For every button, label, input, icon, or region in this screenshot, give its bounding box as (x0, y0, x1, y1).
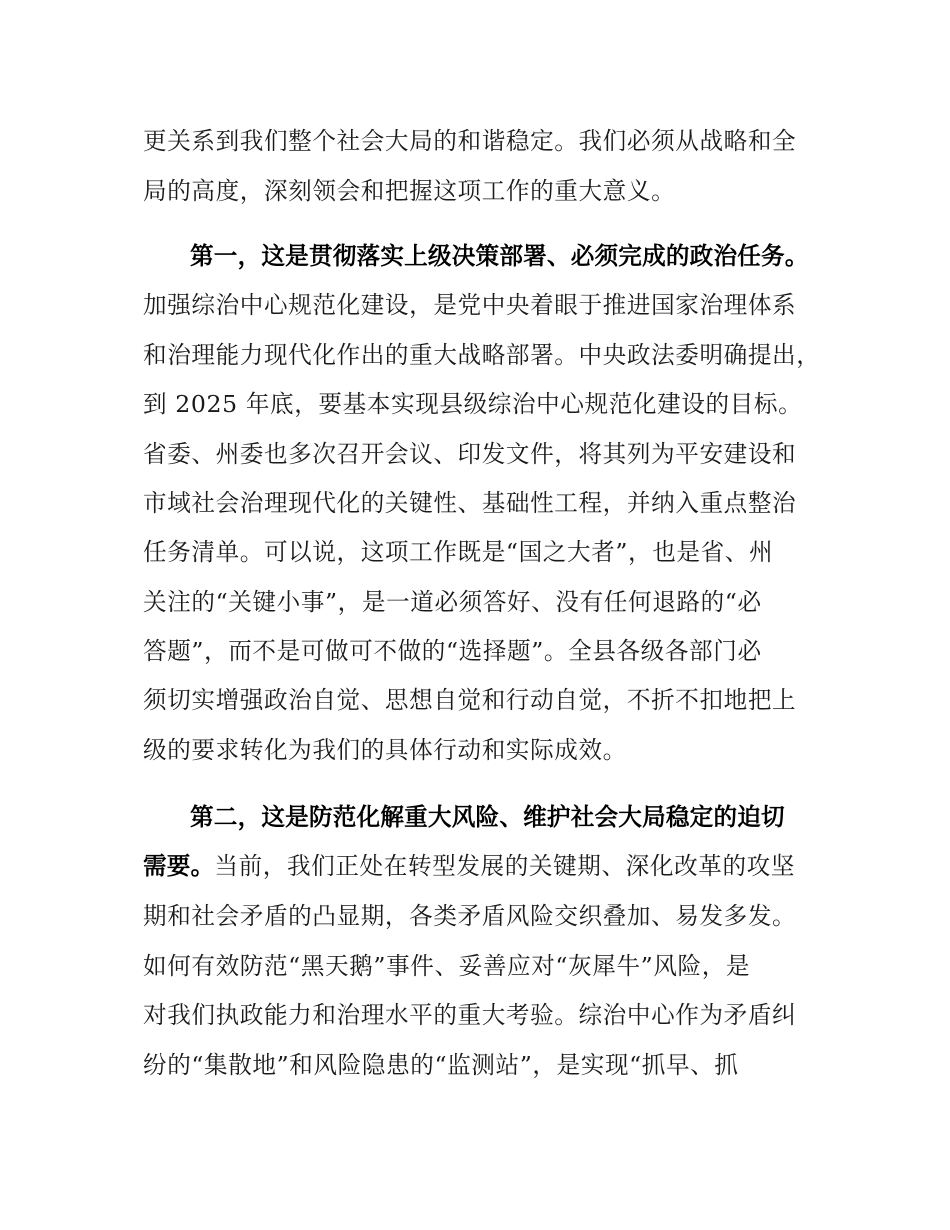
text-line: 级的要求转化为我们的具体行动和实际成效。 (143, 736, 627, 764)
text-line: 对我们执政能力和治理水平的重大考验。综治中心作为矛盾纠 (143, 1001, 797, 1029)
text-line: 任务清单。可以说，这项工作既是“国之大者”，也是省、州 (143, 538, 774, 566)
text-line: 纷的“集散地”和风险隐患的“监测站”，是实现“抓早、抓 (143, 1051, 739, 1079)
text-line: 如何有效防范“黑天鹅”事件、妥善应对“灰犀牛”风险，是 (143, 952, 751, 980)
text-line: 关注的“关键小事”，是一道必须答好、没有任何退路的“必 (143, 588, 762, 616)
text-line: 市域社会治理现代化的关键性、基础性工程，并纳入重点整治 (143, 489, 797, 517)
section-heading: 第一，这是贯彻落实上级决策部署、必须完成的政治任务。 (190, 242, 809, 270)
text-line (143, 846, 833, 886)
text-line: 和治理能力现代化作出的重大战略部署。中央政法委明确提出， (143, 341, 821, 369)
text-line: 须切实增强政治自觉、思想自觉和行动自觉，不折不扣地把上 (143, 686, 797, 714)
text-line: 更关系到我们整个社会大局的和谐稳定。我们必须从战略和全 (143, 127, 797, 155)
text-line: 局的高度，深刻领会和把握这项工作的重大意义。 (143, 177, 676, 205)
section-heading: 第二，这是防范化解重大风险、维护社会大局稳定的迫切 (190, 803, 785, 831)
text-line: 到 2025 年底，要基本实现县级综治中心规范化建设的目标。 (143, 390, 803, 418)
text-line: 期和社会矛盾的凸显期，各类矛盾风险交织叠加、易发多发。 (143, 902, 797, 930)
text-line: 答题”，而不是可做可不做的“选择题”。全县各级各部门必 (143, 637, 762, 665)
text-line-content: 当前，我们正处在转型发展的关键期、深化改革的攻坚 (214, 852, 796, 880)
text-line: 加强综治中心规范化建设，是党中央着眼于推进国家治理体系 (143, 291, 797, 319)
text-line: 省委、州委也多次召开会议、印发文件，将其列为平安建设和 (143, 440, 797, 468)
heading-continuation: 需要。 (143, 852, 215, 880)
